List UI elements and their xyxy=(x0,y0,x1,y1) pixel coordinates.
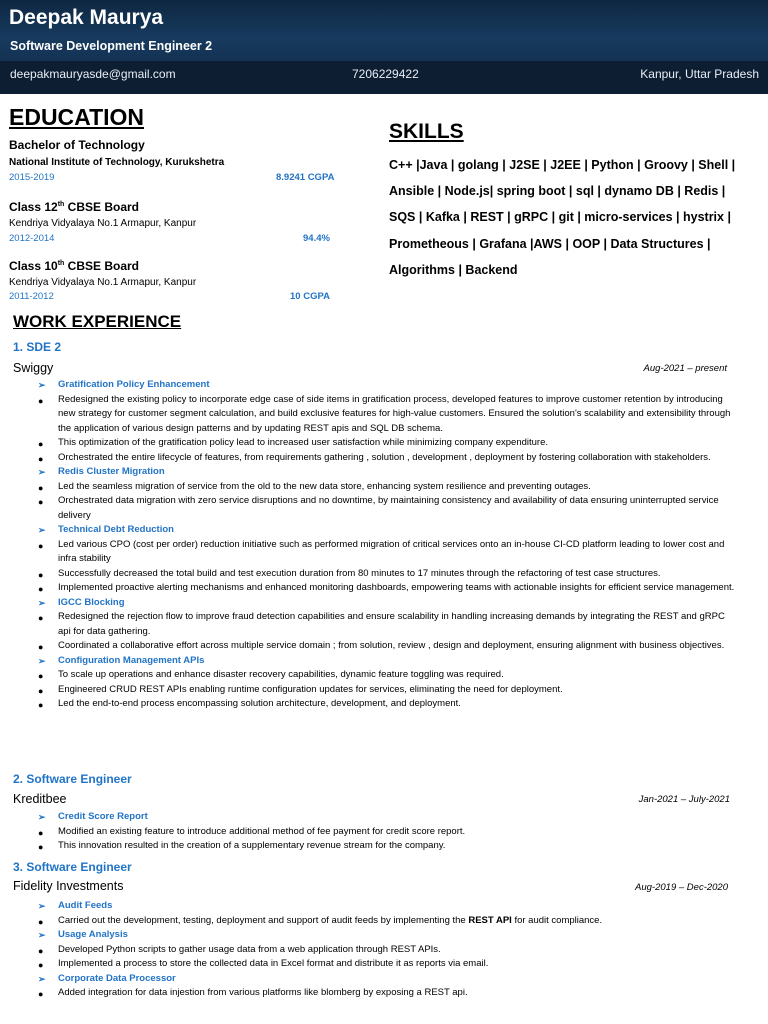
bullet-item xyxy=(38,914,738,929)
bullet-text: Developed Python scripts to gather usage data from a web application through REST APIs. xyxy=(58,943,441,955)
job-company: Kreditbee xyxy=(13,792,67,806)
bullet-text: Led various CPO (cost per order) reduction initiative such as performed migration of critical services onto an in-house CI-CD platform leading to lower cost and infra stability xyxy=(58,538,725,564)
job-items xyxy=(38,810,738,854)
project-title xyxy=(38,654,738,669)
bullet-dot-icon: ● xyxy=(38,439,44,449)
bullet-item xyxy=(38,697,738,712)
project-title xyxy=(38,972,738,987)
bullet-text: Implemented proactive alerting mechanisms and enhanced monitoring dashboards, empowering teams with actionable insights for efficient service management. xyxy=(58,582,735,593)
bullet-item xyxy=(38,683,738,698)
bullet-item xyxy=(38,825,738,840)
bullet-dot-icon: ● xyxy=(38,642,44,652)
bullet-dot-icon: ● xyxy=(38,584,44,594)
bullet-text: Added integration for data injestion from various platforms like blomberg by exposing a REST api. xyxy=(58,987,468,998)
bullet-text: Carried out the development, testing, deployment and support of audit feeds by implementing the xyxy=(58,914,469,926)
job-role: 3. Software Engineer xyxy=(13,860,132,874)
bullet-dot-icon: ● xyxy=(38,453,44,464)
bullet-text: Orchestrated the entire lifecycle of features, from requirements gathering , solution , development , deployment by fostering collaboration with stakeholders. xyxy=(58,451,711,463)
bullet-dot-icon: ● xyxy=(38,569,44,580)
bullet-text: Engineered CRUD REST APIs enabling runtime configuration updates for services, eliminating the need for deployment. xyxy=(58,683,563,695)
candidate-name: Deepak Maurya xyxy=(9,6,164,29)
bullet-dot-icon: ● xyxy=(38,827,44,838)
bullet-item xyxy=(38,480,738,495)
bullet-item xyxy=(38,581,738,596)
job-items xyxy=(38,899,738,1001)
project-title-text: Credit Score Report xyxy=(58,811,148,822)
job-dates: Aug-2019 – Dec-2020 xyxy=(635,882,728,893)
bullet-dot-icon: ● xyxy=(38,395,44,406)
education-degree: Class 12th CBSE Board xyxy=(9,200,139,214)
arrow-bullet-icon: ➢ xyxy=(38,930,46,940)
project-title xyxy=(38,378,738,393)
bullet-text: Modified an existing feature to introduce additional method of fee payment for credit score report. xyxy=(58,825,466,837)
education-score: 8.9241 CGPA xyxy=(276,172,335,183)
bullet-dot-icon: ● xyxy=(38,960,44,970)
bullet-dot-icon: ● xyxy=(38,482,44,493)
bullet-item xyxy=(38,943,738,958)
arrow-bullet-icon: ➢ xyxy=(38,525,46,535)
education-heading: EDUCATION xyxy=(9,104,145,130)
bullet-dot-icon: ● xyxy=(38,700,44,710)
bullet-dot-icon: ● xyxy=(38,989,44,999)
bullet-item xyxy=(38,451,738,466)
job-dates: Jan-2021 – July-2021 xyxy=(638,794,730,805)
bullet-text: Implemented a process to store the collected data in Excel format and distribute it as reports via email. xyxy=(58,958,489,969)
arrow-bullet-icon: ➢ xyxy=(38,467,46,477)
bullet-item xyxy=(38,668,738,683)
project-title-text: Usage Analysis xyxy=(58,929,128,940)
bullet-item xyxy=(38,957,738,972)
bullet-text: To scale up operations and enhance disaster recovery capabilities, dynamic feature toggling was required. xyxy=(58,669,504,680)
arrow-bullet-icon: ➢ xyxy=(38,901,46,911)
job-role: 1. SDE 2 xyxy=(13,340,62,354)
work-experience-heading: WORK EXPERIENCE xyxy=(13,312,182,331)
job-role: 2. Software Engineer xyxy=(13,772,132,786)
bullet-dot-icon: ● xyxy=(38,685,44,696)
project-title-text: Corporate Data Processor xyxy=(58,972,176,984)
location: Kanpur, Uttar Pradesh xyxy=(640,67,759,81)
bullet-text: Led the end-to-end process encompassing solution architecture, development, and deployment. xyxy=(58,698,461,709)
bullet-dot-icon: ● xyxy=(38,671,44,681)
job-items xyxy=(38,378,738,712)
education-years: 2011-2012 xyxy=(9,291,54,302)
bullet-dot-icon: ● xyxy=(38,497,44,507)
job-dates: Aug-2021 – present xyxy=(643,363,727,374)
education-years: 2012-2014 xyxy=(9,233,55,244)
education-years: 2015-2019 xyxy=(9,172,55,183)
bullet-item xyxy=(38,494,738,523)
bullet-text: Coordinated a collaborative effort across multiple service domain ; from solution, review , design and deployment, ensuring alignment with business objectives. xyxy=(58,640,725,651)
project-title xyxy=(38,899,738,914)
bullet-emphasis: REST API xyxy=(468,914,512,926)
bullet-text: This optimization of the gratification policy lead to increased user satisfaction while minimizing company expenditure. xyxy=(58,437,549,448)
project-title-text: Configuration Management APIs xyxy=(58,654,205,666)
bullet-item xyxy=(38,436,738,451)
bullet-item xyxy=(38,839,738,854)
project-title-text: Technical Debt Reduction xyxy=(58,524,174,535)
bullet-item xyxy=(38,567,738,582)
bullet-text: This innovation resulted in the creation of a supplementary revenue stream for the company. xyxy=(58,840,446,851)
education-score: 94.4% xyxy=(303,233,330,244)
candidate-title: Software Development Engineer 2 xyxy=(10,39,213,53)
bullet-dot-icon: ● xyxy=(38,945,44,956)
education-degree: Class 10th CBSE Board xyxy=(9,259,139,273)
bullet-item xyxy=(38,538,738,567)
arrow-bullet-icon: ➢ xyxy=(38,380,46,390)
education-institution: National Institute of Technology, Kurukshetra xyxy=(9,157,225,168)
job-company: Swiggy xyxy=(13,361,54,375)
bullet-text: Redesigned the existing policy to incorporate edge case of side items in gratification process, developed features to improve customer retention by introducing new strategy for customer segment calculation, and build exclusive features for high-value customers. Ensured the solution's scalability and extensibility through the application of various design patterns and by updating REST apis and SQL DB schema. xyxy=(58,393,731,434)
bullet-dot-icon: ● xyxy=(38,916,44,927)
email-link[interactable]: deepakmauryasde@gmail.com xyxy=(10,67,176,81)
project-title xyxy=(38,928,738,943)
arrow-bullet-icon: ➢ xyxy=(38,655,46,666)
bullet-item xyxy=(38,393,738,437)
phone-number: 7206229422 xyxy=(352,67,419,81)
project-title xyxy=(38,810,738,825)
bullet-item xyxy=(38,986,738,1001)
project-title xyxy=(38,596,738,611)
job-company: Fidelity Investments xyxy=(13,879,124,893)
arrow-bullet-icon: ➢ xyxy=(38,597,46,608)
education-institution: Kendriya Vidyalaya No.1 Armapur, Kanpur xyxy=(9,277,197,288)
bullet-dot-icon: ● xyxy=(38,613,44,623)
bullet-text: Redesigned the rejection flow to improve fraud detection capabilities and ensure scalability in handling increasing demands by integrating the REST and gRPC api for data gathering. xyxy=(58,611,725,637)
bullet-item xyxy=(38,639,738,654)
education-degree: Bachelor of Technology xyxy=(9,138,145,152)
education-institution: Kendriya Vidyalaya No.1 Armapur, Kanpur xyxy=(9,218,197,229)
project-title xyxy=(38,523,738,538)
project-title-text: IGCC Blocking xyxy=(58,596,125,608)
bullet-text: Orchestrated data migration with zero service disruptions and no downtime, by maintaining consistency and availability of data ensuring uninterrupted service delivery xyxy=(58,495,719,521)
bullet-dot-icon: ● xyxy=(38,842,44,852)
project-title-text: Audit Feeds xyxy=(58,900,113,911)
project-title-text: Redis Cluster Migration xyxy=(58,466,165,477)
arrow-bullet-icon: ➢ xyxy=(38,812,46,822)
resume-header xyxy=(0,0,768,94)
project-title xyxy=(38,465,738,480)
bullet-text: Led the seamless migration of service from the old to the new data store, enhancing system resilience and preventing outages. xyxy=(58,480,591,492)
project-title-text: Gratification Policy Enhancement xyxy=(58,379,210,390)
bullet-text: Successfully decreased the total build and test execution duration from 80 minutes to 17 minutes through the refactoring of test case structures. xyxy=(58,567,661,579)
bullet-text: for audit compliance. xyxy=(511,914,603,926)
skills-list: C++ |Java | golang | J2SE | J2EE | Python | Groovy | Shell | Ansible | Node.js| spring boot | sql | dynamo DB | Redis | SQS | Kafka | REST | gRPC | git | micro-services | hystrix | Prometheous | Grafana |AWS | OOP | Data Structures | Algorithms | Backend xyxy=(389,158,736,277)
skills-heading: SKILLS xyxy=(389,120,464,143)
arrow-bullet-icon: ➢ xyxy=(38,973,46,984)
education-score: 10 CGPA xyxy=(290,291,330,302)
bullet-item xyxy=(38,610,738,639)
bullet-dot-icon: ● xyxy=(38,540,44,551)
